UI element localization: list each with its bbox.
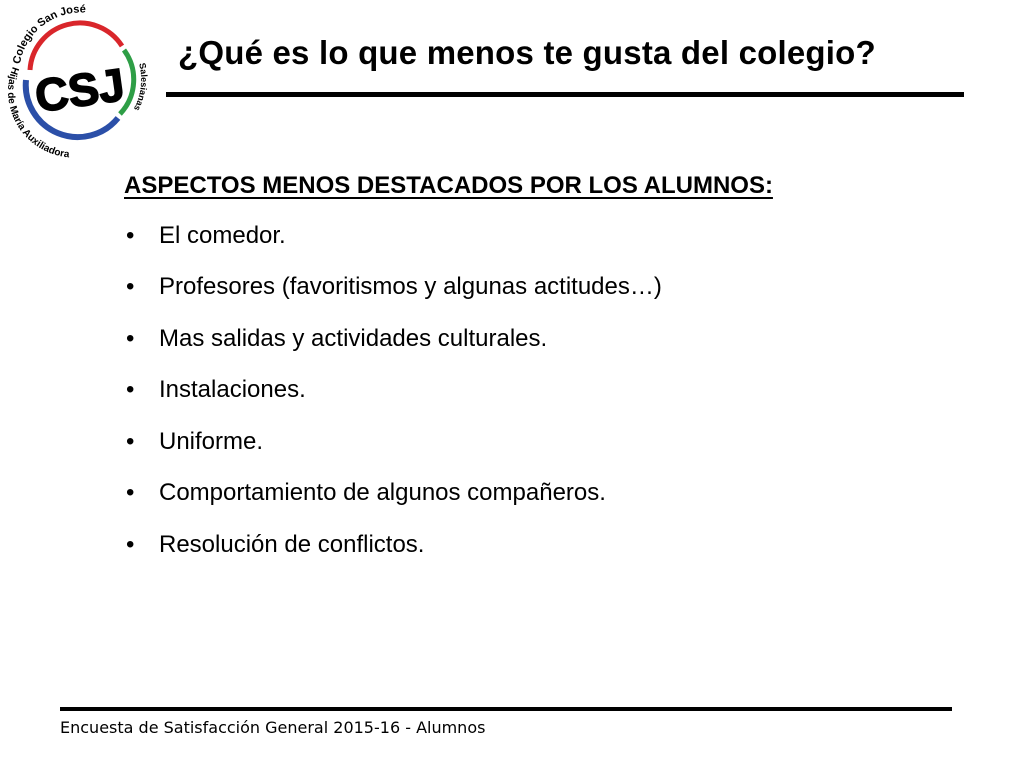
bullet-text: Resolución de conflictos. bbox=[159, 530, 425, 558]
bullet-item bbox=[124, 221, 984, 250]
bullet-item bbox=[124, 478, 984, 507]
bullet-icon: • bbox=[126, 221, 135, 249]
bullet-item bbox=[124, 375, 984, 404]
logo-initials: CSJ bbox=[31, 58, 128, 122]
bullet-text: El comedor. bbox=[159, 221, 286, 249]
slide-content bbox=[124, 172, 984, 581]
bullet-item bbox=[124, 427, 984, 456]
bullet-text: Instalaciones. bbox=[159, 376, 306, 404]
bullet-list bbox=[124, 221, 984, 559]
bullet-icon: • bbox=[126, 273, 135, 301]
footer-divider bbox=[60, 707, 952, 711]
bullet-item bbox=[124, 324, 984, 353]
bullet-icon: • bbox=[126, 479, 135, 507]
bullet-icon: • bbox=[126, 324, 135, 352]
bullet-text: Profesores (favoritismos y algunas actitudes…) bbox=[159, 273, 662, 301]
section-heading: ASPECTOS MENOS DESTACADOS POR LOS ALUMNOS: bbox=[124, 172, 773, 199]
logo-right-text: Salesianas bbox=[131, 61, 150, 113]
bullet-item bbox=[124, 272, 984, 301]
bullet-text: Mas salidas y actividades culturales. bbox=[159, 324, 548, 352]
school-logo bbox=[2, 2, 160, 162]
logo-left-text: Hijas de María Auxiliadora bbox=[4, 65, 70, 161]
logo-top-text: Colegio San José bbox=[10, 3, 86, 65]
slide-title: ¿Qué es lo que menos te gusta del colegio? bbox=[178, 34, 876, 71]
bullet-icon: • bbox=[126, 376, 135, 404]
footer-text: Encuesta de Satisfacción General 2015-16 - Alumnos bbox=[60, 718, 486, 737]
title-divider bbox=[166, 92, 964, 97]
bullet-text: Uniforme. bbox=[159, 427, 264, 455]
bullet-item bbox=[124, 530, 984, 559]
bullet-icon: • bbox=[126, 427, 135, 455]
bullet-icon: • bbox=[126, 530, 135, 558]
bullet-text: Comportamiento de algunos compañeros. bbox=[159, 479, 606, 507]
